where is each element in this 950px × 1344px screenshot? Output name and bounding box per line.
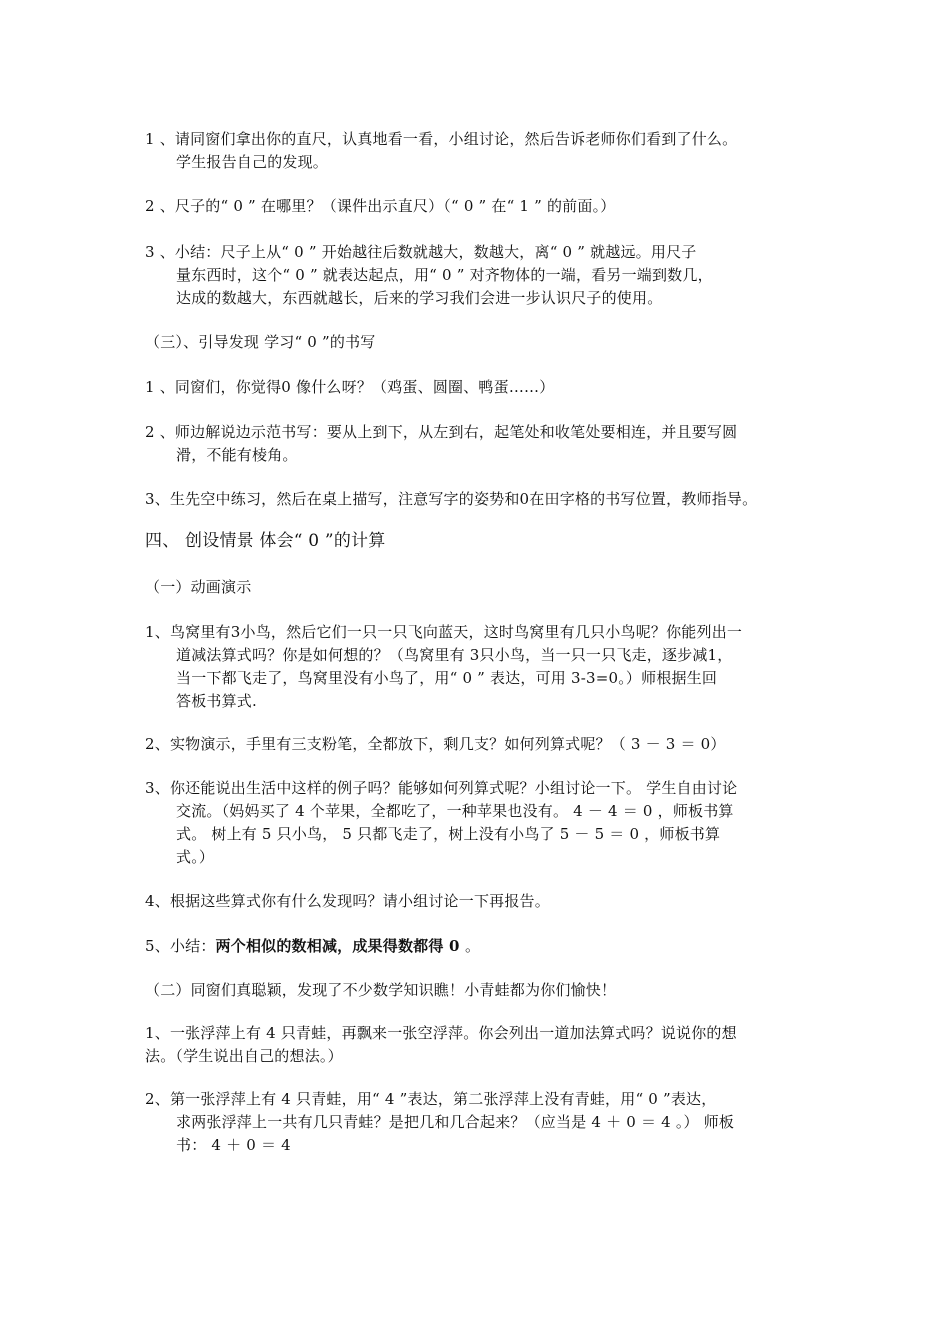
item-ruler-summary: 3 、小结：尺子上从“ 0 ” 开始越往后数就越大，数越大，离“ 0 ” 就越远。用尺子: [145, 243, 697, 261]
item-two-lily-pads-cont-1: 求两张浮萍上一共有几只青蛙？是把几和几合起来？（应当是 4 ＋ 0 ＝ 4 。） 师板: [176, 1113, 735, 1131]
subsection-heading-animation: （一）动画演示: [145, 578, 252, 596]
item-life-examples-cont-3: 式。）: [176, 848, 215, 866]
item-writing-demo-cont: 滑，不能有棱角。: [176, 446, 298, 464]
item-birds-nest-cont-3: 答板书算式.: [176, 692, 257, 710]
item-lily-pad-cont: 法。（学生说出自己的想法。）: [145, 1047, 343, 1065]
item-discover: 4、根据这些算式你有什么发现吗？请小组讨论一下再报告。: [145, 892, 550, 910]
section-heading-writing: （三）、引导发现 学习“ 0 ”的书写: [145, 333, 376, 351]
item-life-examples: 3、你还能说出生活中这样的例子吗？能够如何列算式呢？小组讨论一下。 学生自由讨论: [145, 779, 738, 797]
summary-prefix: 5、小结：: [145, 937, 216, 955]
item-ruler-discuss-cont: 学生报告自己的发现。: [176, 153, 329, 171]
item-life-examples-cont-2: 式。 树上有 5 只小鸟， 5 只都飞走了，树上没有小鸟了 5 － 5 ＝ 0 ，师板书算: [176, 825, 721, 843]
item-ruler-discuss: 1 、请同窗们拿出你的直尺，认真地看一看，小组讨论，然后告诉老师你们看到了什么。: [145, 130, 738, 148]
section-heading-four: 四、 创设情景 体会“ 0 ”的计算: [145, 531, 386, 551]
item-zero-position: 2 、尺子的“ 0 ” 在哪里？（课件出示直尺）（“ 0 ” 在“ 1 ” 的前面。）: [145, 197, 616, 215]
item-chalk-demo: 2、实物演示，手里有三支粉笔，全都放下，剩几支？如何列算式呢？（ 3 － 3 ＝ 0）: [145, 735, 726, 753]
summary-bold-rule: 两个相似的数相减，成果得数都得 0: [215, 937, 466, 955]
subsection-heading-frogs: （二）同窗们真聪颖，发现了不少数学知识瞧！小青蛙都为你们愉快！: [145, 981, 617, 999]
item-birds-nest-cont-1: 道减法算式吗？你是如何想的？（鸟窝里有 3只小鸟，当一只一只飞走，逐步减1，: [176, 646, 733, 664]
item-zero-looks-like: 1 、同窗们，你觉得0 像什么呀？（鸡蛋、圆圈、鸭蛋……）: [145, 378, 555, 396]
item-ruler-summary-cont-1: 量东西时，这个“ 0 ” 就表达起点，用“ 0 ” 对齐物体的一端，看另一端到数几，: [176, 266, 713, 284]
item-birds-nest-cont-2: 当一下都飞走了，鸟窝里没有小鸟了，用“ 0 ” 表达，可用 3-3=0。）师根据生回: [176, 669, 718, 687]
item-birds-nest: 1、鸟窝里有3小鸟，然后它们一只一只飞向蓝天，这时鸟窝里有几只小鸟呢？你能列出一: [145, 623, 743, 641]
item-lily-pad: 1、一张浮萍上有 4 只青蛙，再飘来一张空浮萍。你会列出一道加法算式吗？说说你的想: [145, 1024, 737, 1042]
item-two-lily-pads: 2、第一张浮萍上有 4 只青蛙，用“ 4 ”表达，第二张浮萍上没有青蛙，用“ 0 ”表达，: [145, 1090, 717, 1108]
item-two-lily-pads-cont-2: 书： 4 ＋ 0 ＝ 4: [176, 1136, 291, 1154]
item-life-examples-cont-1: 交流。（妈妈买了 4 个苹果，全都吃了，一种苹果也没有。 4 － 4 ＝ 0 ，师板书算: [176, 802, 734, 820]
item-writing-demo: 2 、师边解说边示范书写：要从上到下，从左到右，起笔处和收笔处要相连，并且要写圆: [145, 423, 738, 441]
item-ruler-summary-cont-2: 达成的数越大，东西就越长，后来的学习我们会进一步认识尺子的使用。: [176, 289, 663, 307]
summary-suffix: 。: [465, 937, 481, 955]
item-writing-practice: 3、生先空中练习，然后在桌上描写，注意写字的姿势和0在田字格的书写位置，教师指导。: [145, 490, 758, 508]
item-subtraction-summary: [145, 935, 480, 958]
